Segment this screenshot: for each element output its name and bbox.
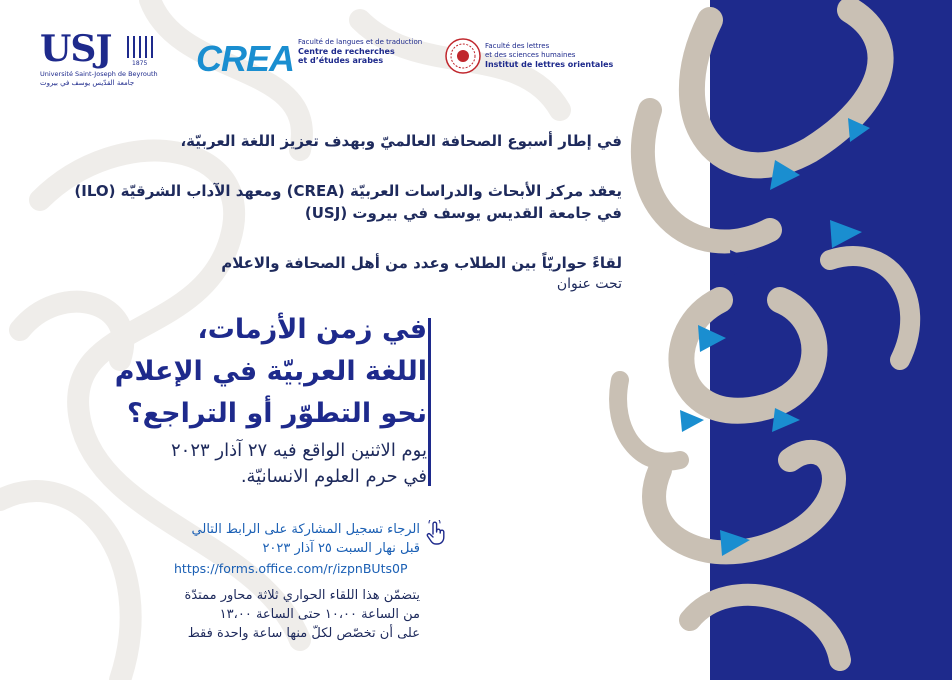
ilo-line-1: Faculté des lettres xyxy=(485,42,550,50)
crea-line-3: et d’études arabes xyxy=(298,56,384,65)
registration-link[interactable]: https://forms.office.com/r/izpnBUts0P xyxy=(174,561,408,576)
ilo-line-3: Institut de lettres orientales xyxy=(485,60,614,69)
registration-deadline: قبل نهار السبت ٢٥ آذار ٢٠٢٣ xyxy=(262,541,420,556)
agenda-note-1: يتضمّن هذا اللقاء الحواري ثلاثة محاور ممتدّة xyxy=(184,588,420,603)
usj-emblem-icon xyxy=(124,34,158,66)
event-location: في حرم العلوم الانسانيّة. xyxy=(240,466,427,487)
pointer-hand-icon xyxy=(425,520,447,546)
header-logos xyxy=(40,20,640,90)
event-title-line-3: نحو التطوّر أو التراجع؟ xyxy=(127,398,427,429)
crea-caption xyxy=(298,38,422,65)
crea-line-1: Faculté de langues et de traduction xyxy=(298,38,423,46)
usj-logo xyxy=(40,28,160,88)
intro-line-1: في إطار أسبوع الصحافة العالميّ وبهدف تعزيز اللغة العربيّة، xyxy=(180,132,622,150)
intro-line-3b: تحت عنوان xyxy=(556,276,622,292)
arabic-calligraphy-artwork xyxy=(600,0,952,680)
event-title-line-2: اللغة العربيّة في الإعلام xyxy=(114,356,427,387)
event-date: يوم الاثنين الواقع فيه ٢٧ آذار ٢٠٢٣ xyxy=(170,440,427,461)
usj-name-fr: Université Saint-Joseph de Beyrouth xyxy=(40,70,158,78)
agenda-note-3: على أن تخصّص لكلّ منها ساعة واحدة فقط xyxy=(187,626,420,641)
intro-line-2b: في جامعة القديس يوسف في بيروت (USJ) xyxy=(304,204,622,222)
usj-logo-wordmark: USJ xyxy=(40,28,112,70)
ilo-seal-icon xyxy=(445,38,481,74)
crea-logo xyxy=(196,38,436,78)
ilo-line-2: et des sciences humaines xyxy=(485,51,576,59)
intro-line-2a: يعقد مركز الأبحاث والدراسات العربيّة (CREA) ومعهد الآداب الشرقيّة (ILO) xyxy=(74,182,622,200)
agenda-note-2: من الساعة ١٠،٠٠ حتى الساعة ١٣،٠٠ xyxy=(219,607,420,622)
crea-line-2: Centre de recherches xyxy=(298,47,395,56)
ilo-logo xyxy=(445,38,645,78)
usj-year: 1875 xyxy=(132,60,148,66)
title-accent-bar xyxy=(428,318,431,486)
event-title-line-1: في زمن الأزمات، xyxy=(197,314,427,345)
intro-line-3a: لقاءً حواريّاً بين الطلاب وعدد من أهل الصحافة والاعلام xyxy=(221,254,622,272)
registration-instruction: الرجاء تسجيل المشاركة على الرابط التالي xyxy=(191,522,420,537)
crea-wordmark: CREA xyxy=(196,38,295,79)
ilo-caption xyxy=(485,42,613,69)
usj-name-ar: جامعة القدّيس يوسف في بيروت xyxy=(40,79,135,87)
